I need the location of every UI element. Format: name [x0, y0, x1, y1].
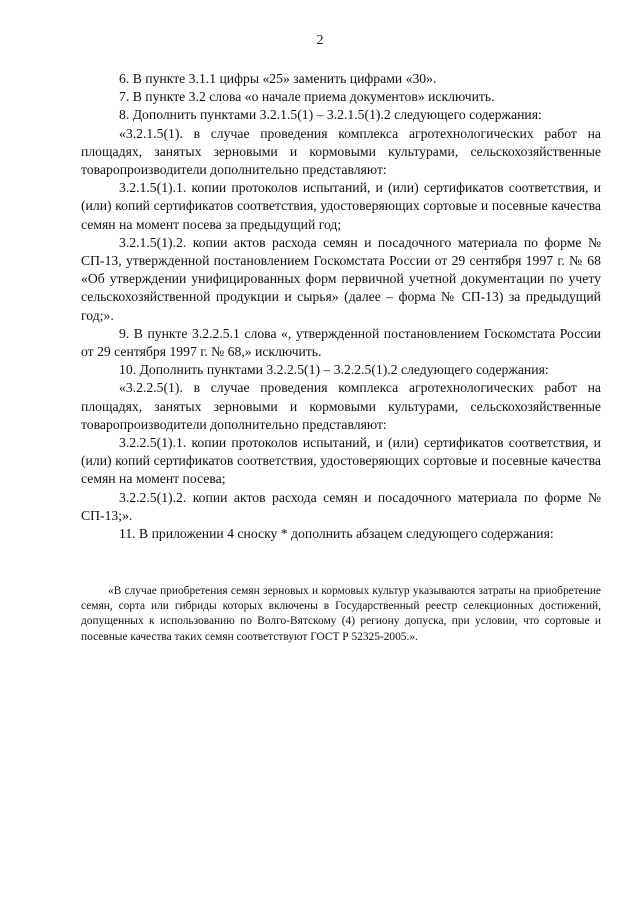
paragraph-item-7: 7. В пункте 3.2 слова «о начале приема документов» исключить.	[119, 89, 495, 105]
paragraph-item-9: 9. В пункте 3.2.2.5.1 слова «, утвержденной постановлением Госкомстата России от 29 сентября 1997 г. № 68,» исключить.	[81, 325, 601, 360]
paragraph-3-2-2-5-1-2: 3.2.2.5(1).2. копии актов расхода семян и посадочного материала по форме № СП-13;».	[81, 489, 601, 523]
page-number: 2	[316, 33, 324, 48]
footnote-text: «В случае приобретения семян зерновых и кормовых культур указываются затраты на приобретение семян, сорта или гибриды которых включены в Государственный реестр селекционных достижений, допущенных к использованию по Волго-Вятскому (4) региону допуска, при условии, что сортовые и посевные качества таких семян соответствуют ГОСТ Р 52325-2005.».	[81, 585, 601, 643]
paragraph-3-2-1-5-1: «3.2.1.5(1). в случае проведения комплекса агротехнологических работ на площадях, занятых зерновыми и кормовыми культурами, сельскохозяйственные товаропроизводители дополнительно представляют:	[81, 125, 601, 178]
footnote-block	[81, 584, 601, 645]
paragraph-3-2-1-5-1-1: 3.2.1.5(1).1. копии протоколов испытаний, и (или) сертификатов соответствия, и (или) копий сертификатов соответствия, удостоверяющих сортовые и посевные качества семян на момент посева за предыдущий год;	[81, 180, 601, 232]
paragraph-3-2-2-5-1: «3.2.2.5(1). в случае проведения комплекса агротехнологических работ на площадях, занятых зерновыми и кормовыми культурами, сельскохозяйственные товаропроизводители дополнительно представляют:	[81, 380, 601, 432]
paragraph-item-8: 8. Дополнить пунктами 3.2.1.5(1) – 3.2.1.5(1).2 следующего содержания:	[119, 107, 542, 123]
paragraph-3-2-1-5-1-2: 3.2.1.5(1).2. копии актов расхода семян и посадочного материала по форме № СП-13, утвержденной постановлением Госкомстата России от 29 сентября 1997 г. № 68 «Об утверждении унифицированных форм первичной учетной документации по учету сельскохозяйственной продукции и сырья» (далее – форма № СП-13) за предыдущий год;».	[81, 234, 601, 323]
paragraph-item-10: 10. Дополнить пунктами 3.2.2.5(1) – 3.2.2.5(1).2 следующего содержания:	[119, 362, 549, 378]
paragraph-3-2-2-5-1-1: 3.2.2.5(1).1. копии протоколов испытаний, и (или) сертификатов соответствия, и (или) копий сертификатов соответствия, удостоверяющих сортовые и посевные качества семян на момент посева;	[81, 435, 601, 487]
document-body	[81, 70, 601, 543]
paragraph-item-6: 6. В пункте 3.1.1 цифры «25» заменить цифрами «30».	[119, 71, 437, 86]
paragraph-item-11: 11. В приложении 4 сноску * дополнить абзацем следующего содержания:	[119, 526, 554, 542]
